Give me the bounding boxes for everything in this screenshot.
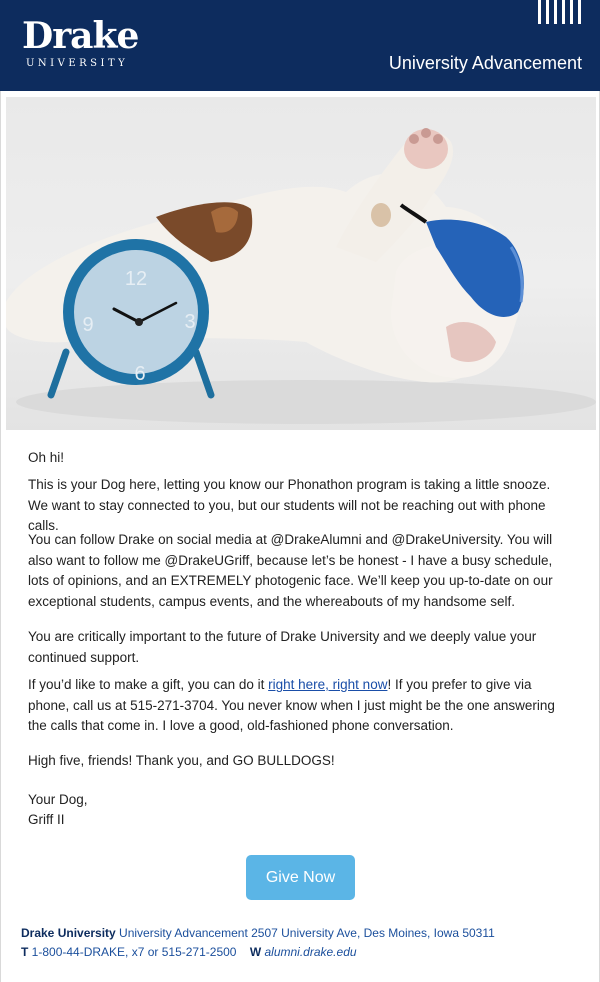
- footer-contact-line: [21, 944, 581, 960]
- greeting: Oh hi!: [28, 450, 65, 465]
- clock-number-6: 6: [134, 363, 146, 385]
- clock-number-9: 9: [82, 314, 94, 336]
- bulldog-illustration: [6, 97, 596, 430]
- paragraph-phonathon: This is your Dog here, letting you know our Phonathon program is taking a little snooze. We want to stay connected to you, but our students will not be reaching out with phone calls.: [28, 477, 551, 533]
- header-banner: [0, 0, 600, 91]
- gift-text-after: ! If you prefer to give via phone, call us at 515-271-3704. You never know when I just might be the one answering the calls that come in. I love a good, old-fashioned phone conversation.: [28, 677, 555, 733]
- drake-logo[interactable]: Drake: [22, 15, 139, 57]
- signature: Griff II: [28, 812, 65, 827]
- footer-phone[interactable]: 1-800-44-DRAKE, x7 or 515-271-2500: [28, 945, 237, 959]
- hero-image-bulldog-sleeping: [6, 97, 596, 430]
- gift-text-before: If you’d like to make a gift, you can do it: [28, 677, 269, 692]
- column-bars-icon: [538, 0, 582, 24]
- give-now-button[interactable]: Give Now: [246, 855, 355, 900]
- paragraph-high-five: High five, friends! Thank you, and GO BULLDOGS!: [28, 753, 335, 768]
- footer-web-label: W: [249, 945, 262, 959]
- paragraph-support: You are critically important to the future of Drake University and we deeply value your continued support.: [28, 629, 537, 665]
- footer-web-link[interactable]: alumni.drake.edu: [264, 945, 357, 959]
- clock-number-12: 12: [124, 268, 148, 290]
- give-link[interactable]: right here, right now: [268, 677, 388, 692]
- footer-phone-label: T: [21, 945, 29, 959]
- drake-logo-subtitle: UNIVERSITY: [26, 58, 129, 69]
- header-title: University Advancement: [388, 53, 582, 73]
- sign-off: Your Dog,: [28, 792, 88, 807]
- clock-number-3: 3: [184, 311, 196, 333]
- paragraph-social-media: You can follow Drake on social media at @DrakeAlumni and @DrakeUniversity. You will also want to follow me @DrakeUGriff, because let’s be honest - I have a busy schedule, lots of opinions, and an EXTREMELY photogenic face. We’ll keep you up-to-date on our exceptional students, campus events, and the whereabouts of my handsome self.: [28, 532, 553, 609]
- footer-address-line: [21, 925, 581, 941]
- footer-org: Drake University: [21, 926, 116, 940]
- footer-address: University Advancement 2507 University Ave, Des Moines, Iowa 50311: [115, 926, 495, 940]
- paragraph-gift: [28, 675, 573, 737]
